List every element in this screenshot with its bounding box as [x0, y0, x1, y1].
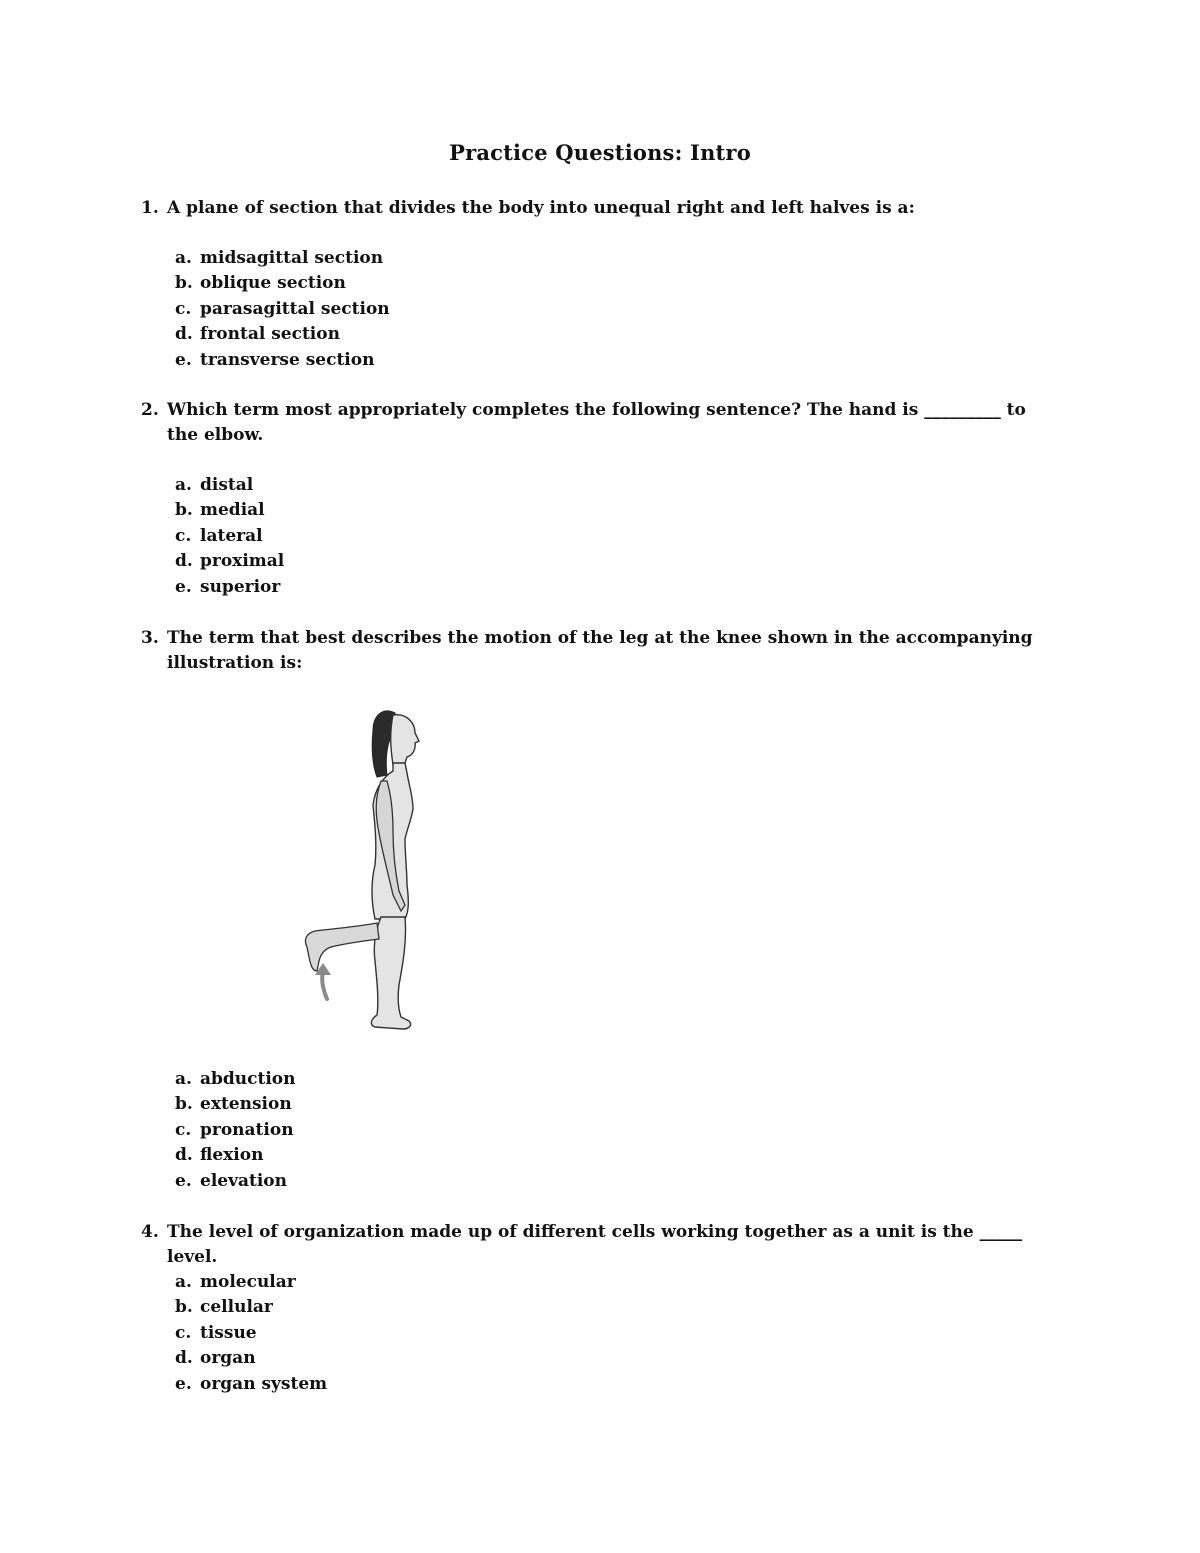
- option-text: superior: [200, 576, 281, 597]
- option-2b: [175, 498, 284, 523]
- option-4c: [175, 1321, 327, 1346]
- option-text: organ: [200, 1348, 256, 1369]
- option-letter: b.: [175, 1297, 193, 1318]
- question-1-options: [175, 246, 390, 373]
- question-number: 1.: [141, 198, 159, 218]
- page-title: Practice Questions: Intro: [449, 140, 751, 165]
- motion-arrow-shaft: [322, 971, 327, 999]
- option-text: cellular: [200, 1297, 273, 1318]
- option-letter: a.: [175, 1272, 192, 1292]
- option-letter: c.: [175, 525, 192, 546]
- option-3b: [175, 1092, 296, 1117]
- option-letter: d.: [175, 1348, 193, 1369]
- question-3: [141, 626, 1051, 676]
- question-3-options: [175, 1067, 296, 1194]
- option-1b: [175, 271, 390, 296]
- question-text: A plane of section that divides the body into unequal right and left halves is a:: [167, 198, 915, 218]
- option-letter: e.: [175, 576, 192, 597]
- option-text: flexion: [200, 1145, 264, 1166]
- option-3e: [175, 1169, 296, 1194]
- option-1c: [175, 297, 390, 322]
- option-letter: d.: [175, 551, 193, 572]
- option-text: abduction: [200, 1069, 296, 1089]
- knee-flexion-illustration: [295, 705, 430, 1035]
- option-text: proximal: [200, 551, 285, 572]
- option-text: parasagittal section: [200, 298, 390, 319]
- question-4-options: [175, 1270, 327, 1397]
- option-letter: a.: [175, 248, 192, 268]
- question-2: [141, 398, 1051, 448]
- option-4d: [175, 1346, 327, 1371]
- question-2-options: [175, 473, 284, 600]
- option-text: tissue: [200, 1322, 257, 1343]
- option-text: organ system: [200, 1373, 328, 1394]
- option-letter: c.: [175, 298, 192, 319]
- question-number: 4.: [141, 1222, 159, 1242]
- option-2d: [175, 549, 284, 574]
- option-letter: e.: [175, 1373, 192, 1394]
- option-text: pronation: [200, 1119, 294, 1140]
- option-text: elevation: [200, 1170, 287, 1191]
- option-text: extension: [200, 1094, 292, 1115]
- option-text: medial: [200, 500, 265, 521]
- option-4b: [175, 1295, 327, 1320]
- option-letter: c.: [175, 1322, 192, 1343]
- option-letter: a.: [175, 1069, 192, 1089]
- question-text: The term that best describes the motion of the leg at the knee shown in the accompanying illustration is:: [167, 628, 1033, 673]
- option-text: oblique section: [200, 273, 346, 294]
- option-1a: [175, 246, 390, 271]
- option-text: distal: [200, 475, 254, 495]
- option-letter: e.: [175, 349, 192, 370]
- option-letter: b.: [175, 1094, 193, 1115]
- option-letter: b.: [175, 273, 193, 294]
- option-text: molecular: [200, 1272, 296, 1292]
- option-3a: [175, 1067, 296, 1092]
- option-letter: e.: [175, 1170, 192, 1191]
- option-text: lateral: [200, 525, 263, 546]
- option-4e: [175, 1372, 327, 1397]
- option-letter: a.: [175, 475, 192, 495]
- option-2c: [175, 524, 284, 549]
- option-2a: [175, 473, 284, 498]
- option-2e: [175, 575, 284, 600]
- option-3c: [175, 1118, 296, 1143]
- option-text: midsagittal section: [200, 248, 384, 268]
- option-letter: d.: [175, 1145, 193, 1166]
- standing-woman-figure: [295, 705, 430, 1035]
- option-letter: b.: [175, 500, 193, 521]
- question-4: [141, 1220, 1051, 1270]
- question-1: [141, 196, 1051, 221]
- question-number: 2.: [141, 400, 159, 420]
- option-1d: [175, 322, 390, 347]
- option-letter: c.: [175, 1119, 192, 1140]
- option-1e: [175, 348, 390, 373]
- option-3d: [175, 1143, 296, 1168]
- question-text: Which term most appropriately completes the following sentence? The hand is _________ to the elbow.: [167, 400, 1026, 445]
- head: [391, 715, 419, 765]
- flexed-leg: [305, 923, 379, 971]
- option-text: frontal section: [200, 324, 340, 345]
- question-text: The level of organization made up of different cells working together as a unit is the _____ level.: [167, 1222, 1023, 1267]
- option-4a: [175, 1270, 327, 1295]
- option-letter: d.: [175, 324, 193, 345]
- option-text: transverse section: [200, 349, 375, 370]
- question-number: 3.: [141, 628, 159, 648]
